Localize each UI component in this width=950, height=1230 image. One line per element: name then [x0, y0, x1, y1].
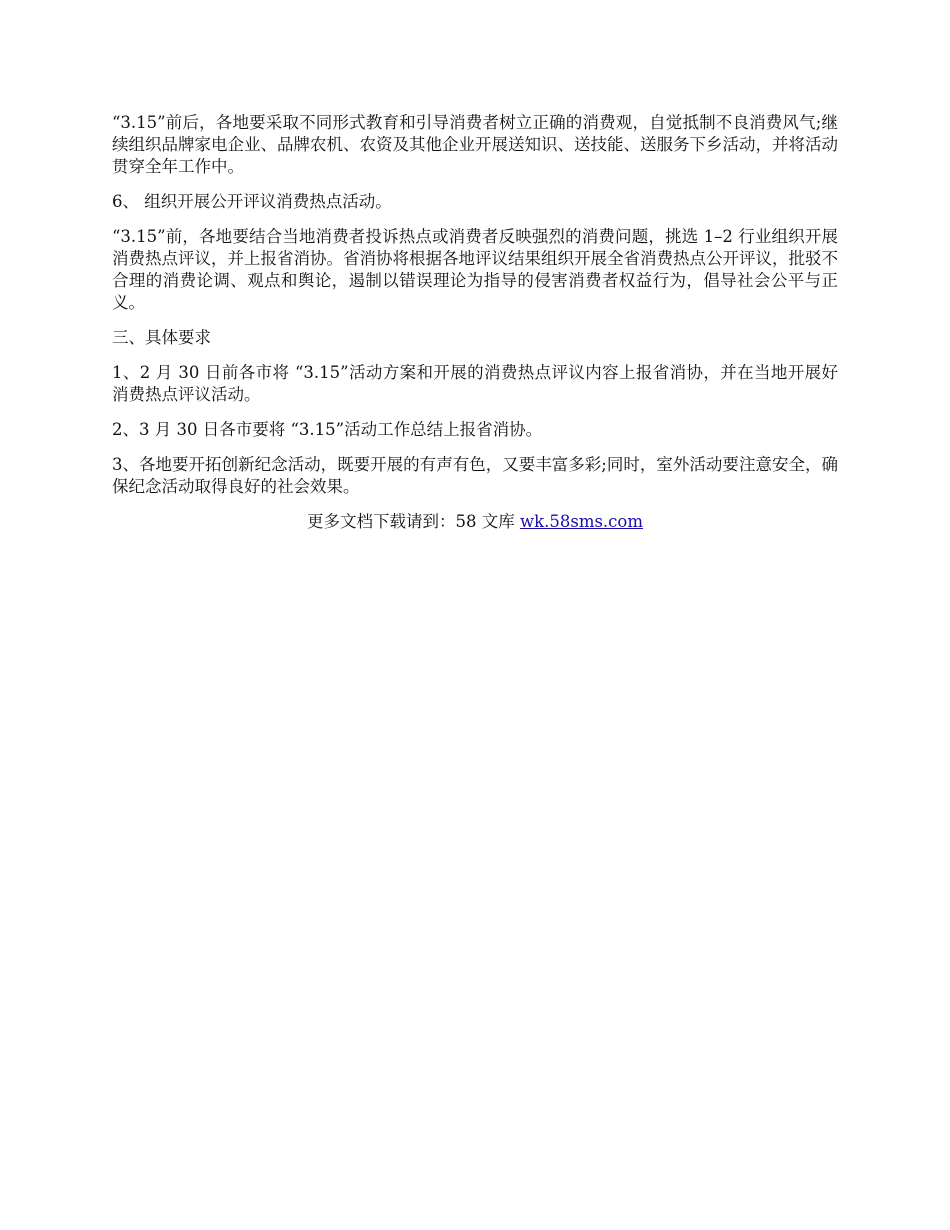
footer-text: 更多文档下载请到：58 文库 — [306, 512, 520, 531]
paragraph-requirement-1: 1、2 月 30 日前各市将 “3.15”活动方案和开展的消费热点评议内容上报省消协，并在当地开展好消费热点评议活动。 — [112, 363, 838, 404]
document-body — [112, 112, 838, 533]
footer-link[interactable]: wk.58sms.com — [519, 512, 643, 531]
paragraph-activity-education: “3.15”前后，各地要采取不同形式教育和引导消费者树立正确的消费观，自觉抵制不良消费风气;继续组织品牌家电企业、品牌农机、农资及其他企业开展送知识、送技能、送服务下乡活动，并将活动贯穿全年工作中。 — [112, 113, 838, 176]
section-heading-requirements: 三、具体要求 — [112, 328, 211, 347]
paragraph-hotspot-review: “3.15”前，各地要结合当地消费者投诉热点或消费者反映强烈的消费问题，挑选 1–2 行业组织开展消费热点评议，并上报省消协。省消协将根据各地评议结果组织开展全省消费热点公开评议，批驳不合理的消费论调、观点和舆论，遏制以错误理论为指导的侵害消费者权益行为，倡导社会公平与正义。 — [112, 227, 838, 312]
paragraph-requirement-3: 3、各地要开拓创新纪念活动，既要开展的有声有色，又要丰富多彩;同时，室外活动要注意安全，确保纪念活动取得良好的社会效果。 — [112, 455, 838, 496]
download-footer — [112, 511, 838, 533]
paragraph-requirement-2: 2、3 月 30 日各市要将 “3.15”活动工作总结上报省消协。 — [112, 420, 543, 439]
paragraph-item-6-heading: 6、 组织开展公开评议消费热点活动。 — [112, 192, 392, 211]
